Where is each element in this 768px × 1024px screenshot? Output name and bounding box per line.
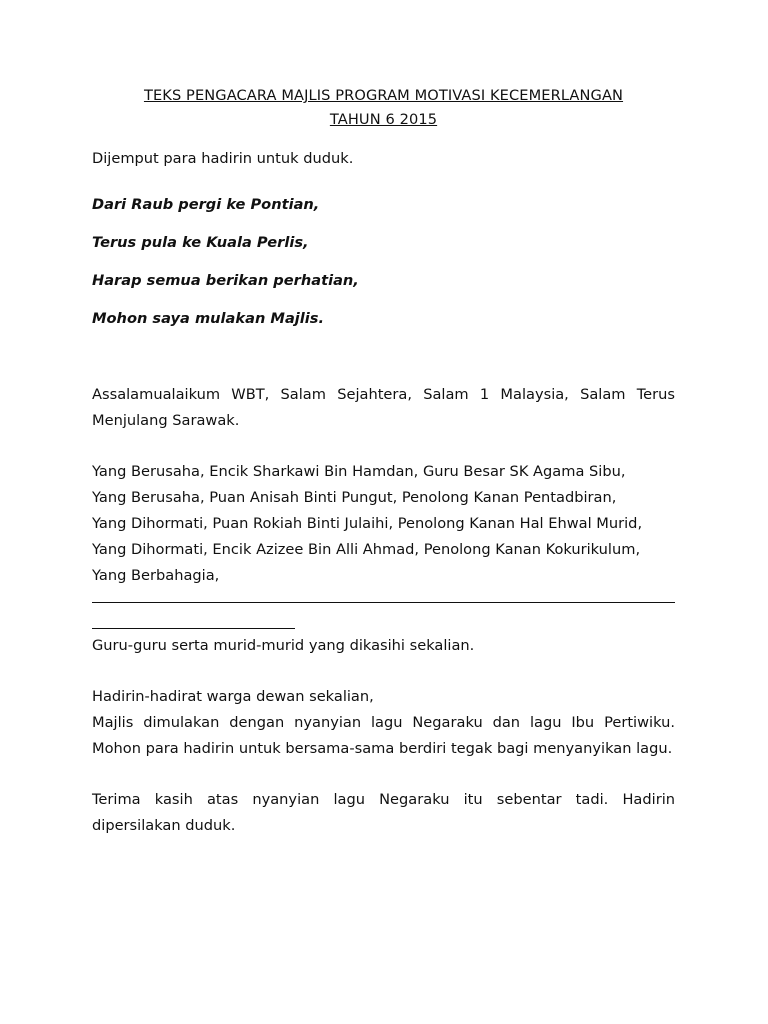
invite-sit-text: Dijemput para hadirin untuk duduk. xyxy=(92,150,354,167)
pantun-line: Terus pula ke Kuala Perlis, xyxy=(92,234,309,251)
pantun-line: Dari Raub pergi ke Pontian, xyxy=(92,196,320,213)
title-line-2: TAHUN 6 2015 xyxy=(329,111,438,128)
document-page xyxy=(92,84,675,839)
dignitary-line: Yang Dihormati, Encik Azizee Bin Alli Ahmad, Penolong Kanan Kokurikulum, xyxy=(92,541,641,558)
blank-fill-line xyxy=(92,602,675,629)
dignitary-line: Yang Berbahagia, xyxy=(92,567,220,584)
dignitary-line: Yang Berusaha, Encik Sharkawi Bin Hamdan, Guru Besar SK Agama Sibu, xyxy=(92,463,626,480)
dignitaries-list xyxy=(92,459,675,589)
anthem-intro-text: Majlis dimulakan dengan nyanyian lagu Negaraku dan lagu Ibu Pertiwiku. Mohon para hadirin untuk bersama-sama berdiri tegak bagi menyanyikan lagu. xyxy=(92,714,675,757)
pantun-line: Harap semua berikan perhatian, xyxy=(92,272,359,289)
title-line-1: TEKS PENGACARA MAJLIS PROGRAM MOTIVASI KECEMERLANGAN xyxy=(143,87,624,104)
audience-text: Hadirin-hadirat warga dewan sekalian, xyxy=(92,688,374,705)
pantun-line: Mohon saya mulakan Majlis. xyxy=(92,310,325,327)
teachers-students-text: Guru-guru serta murid-murid yang dikasihi sekalian. xyxy=(92,637,475,654)
pantun-block xyxy=(92,192,675,332)
greeting-text: Assalamualaikum WBT, Salam Sejahtera, Salam 1 Malaysia, Salam Terus Menjulang Sarawak. xyxy=(92,386,675,429)
dignitary-line: Yang Berusaha, Puan Anisah Binti Pungut, Penolong Kanan Pentadbiran, xyxy=(92,489,617,506)
document-title xyxy=(84,84,683,132)
fill-rule-short xyxy=(92,628,295,629)
thanks-text: Terima kasih atas nyanyian lagu Negaraku itu sebentar tadi. Hadirin dipersilakan duduk. xyxy=(92,791,675,834)
dignitary-line: Yang Dihormati, Puan Rokiah Binti Julaihi, Penolong Kanan Hal Ehwal Murid, xyxy=(92,515,643,532)
fill-rule-full xyxy=(92,602,675,603)
